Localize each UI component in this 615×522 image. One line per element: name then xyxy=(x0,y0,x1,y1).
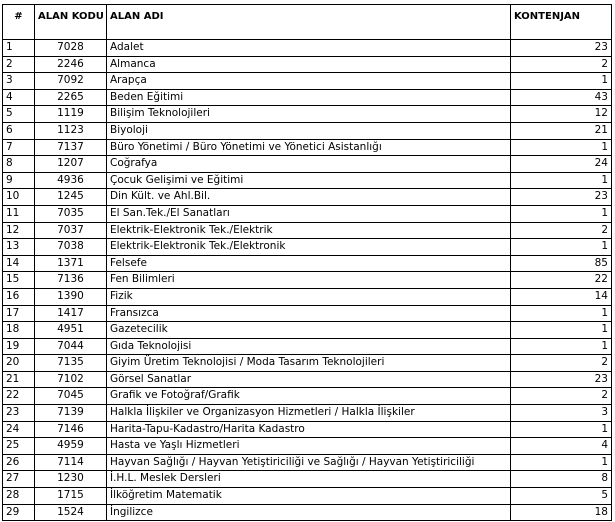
field-code-cell: 7037 xyxy=(35,222,107,239)
table-row xyxy=(3,205,612,222)
table-row xyxy=(3,106,612,123)
field-name-cell: Harita-Tapu-Kadastro/Harita Kadastro xyxy=(107,421,511,438)
quota-cell: 5 xyxy=(511,488,612,505)
quota-cell: 1 xyxy=(511,322,612,339)
field-code-cell: 1245 xyxy=(35,189,107,206)
field-code-cell: 1119 xyxy=(35,106,107,123)
field-name-cell: Fen Bilimleri xyxy=(107,272,511,289)
field-name-cell: İ.H.L. Meslek Dersleri xyxy=(107,471,511,488)
field-name-cell: Beden Eğitimi xyxy=(107,89,511,106)
quota-cell: 1 xyxy=(511,338,612,355)
row-number-cell: 4 xyxy=(3,89,35,106)
table-row xyxy=(3,371,612,388)
quota-cell: 23 xyxy=(511,40,612,57)
header-quota: KONTENJAN xyxy=(511,5,612,40)
quota-cell: 2 xyxy=(511,355,612,372)
field-name-cell: Grafik ve Fotoğraf/Grafik xyxy=(107,388,511,405)
field-code-cell: 7028 xyxy=(35,40,107,57)
table-row xyxy=(3,488,612,505)
field-name-cell: Görsel Sanatlar xyxy=(107,371,511,388)
table-row xyxy=(3,504,612,521)
field-name-cell: Biyoloji xyxy=(107,122,511,139)
table-row xyxy=(3,56,612,73)
header-name: ALAN ADI xyxy=(107,5,511,40)
quota-cell: 1 xyxy=(511,305,612,322)
field-name-cell: Halkla İlişkiler ve Organizasyon Hizmetleri / Halkla İlişkiler xyxy=(107,405,511,422)
field-code-cell: 1390 xyxy=(35,288,107,305)
field-name-cell: Adalet xyxy=(107,40,511,57)
row-number-cell: 1 xyxy=(3,40,35,57)
row-number-cell: 17 xyxy=(3,305,35,322)
row-number-cell: 19 xyxy=(3,338,35,355)
quota-cell: 85 xyxy=(511,255,612,272)
field-code-cell: 1230 xyxy=(35,471,107,488)
quota-cell: 18 xyxy=(511,504,612,521)
table-row xyxy=(3,454,612,471)
quota-cell: 1 xyxy=(511,239,612,256)
field-name-cell: El San.Tek./El Sanatları xyxy=(107,205,511,222)
field-name-cell: Hayvan Sağlığı / Hayvan Yetiştiriciliği ve Sağlığı / Hayvan Yetiştiriciliği xyxy=(107,454,511,471)
table-row xyxy=(3,239,612,256)
field-code-cell: 7136 xyxy=(35,272,107,289)
field-name-cell: Bilişim Teknolojileri xyxy=(107,106,511,123)
field-code-cell: 7135 xyxy=(35,355,107,372)
table-row xyxy=(3,272,612,289)
row-number-cell: 23 xyxy=(3,405,35,422)
field-code-cell: 7038 xyxy=(35,239,107,256)
field-name-cell: Giyim Üretim Teknolojisi / Moda Tasarım Teknolojileri xyxy=(107,355,511,372)
field-name-cell: Büro Yönetimi / Büro Yönetimi ve Yönetici Asistanlığı xyxy=(107,139,511,156)
quota-cell: 2 xyxy=(511,56,612,73)
field-name-cell: Almanca xyxy=(107,56,511,73)
field-name-cell: İlköğretim Matematik xyxy=(107,488,511,505)
row-number-cell: 7 xyxy=(3,139,35,156)
quota-cell: 43 xyxy=(511,89,612,106)
field-name-cell: Hasta ve Yaşlı Hizmetleri xyxy=(107,438,511,455)
field-name-cell: Çocuk Gelişimi ve Eğitimi xyxy=(107,172,511,189)
field-code-cell: 2246 xyxy=(35,56,107,73)
quota-cell: 1 xyxy=(511,421,612,438)
quota-cell: 4 xyxy=(511,438,612,455)
field-code-cell: 1207 xyxy=(35,156,107,173)
field-name-cell: Fransızca xyxy=(107,305,511,322)
quota-cell: 1 xyxy=(511,172,612,189)
quota-cell: 24 xyxy=(511,156,612,173)
field-name-cell: Elektrik-Elektronik Tek./Elektrik xyxy=(107,222,511,239)
field-code-cell: 7045 xyxy=(35,388,107,405)
field-name-cell: Coğrafya xyxy=(107,156,511,173)
quota-cell: 23 xyxy=(511,371,612,388)
field-code-cell: 7044 xyxy=(35,338,107,355)
table-row xyxy=(3,139,612,156)
field-code-cell: 1123 xyxy=(35,122,107,139)
field-name-cell: Gazetecilik xyxy=(107,322,511,339)
quota-cell: 21 xyxy=(511,122,612,139)
field-code-cell: 7139 xyxy=(35,405,107,422)
row-number-cell: 25 xyxy=(3,438,35,455)
row-number-cell: 29 xyxy=(3,504,35,521)
field-code-cell: 7137 xyxy=(35,139,107,156)
quota-cell: 2 xyxy=(511,388,612,405)
row-number-cell: 12 xyxy=(3,222,35,239)
field-code-cell: 2265 xyxy=(35,89,107,106)
row-number-cell: 14 xyxy=(3,255,35,272)
field-code-cell: 4936 xyxy=(35,172,107,189)
row-number-cell: 8 xyxy=(3,156,35,173)
table-body xyxy=(3,40,612,521)
field-name-cell: Elektrik-Elektronik Tek./Elektronik xyxy=(107,239,511,256)
row-number-cell: 3 xyxy=(3,73,35,90)
quota-cell: 23 xyxy=(511,189,612,206)
quota-cell: 14 xyxy=(511,288,612,305)
field-code-cell: 7146 xyxy=(35,421,107,438)
row-number-cell: 18 xyxy=(3,322,35,339)
row-number-cell: 27 xyxy=(3,471,35,488)
table-row xyxy=(3,388,612,405)
table-row xyxy=(3,405,612,422)
row-number-cell: 20 xyxy=(3,355,35,372)
field-code-cell: 1371 xyxy=(35,255,107,272)
row-number-cell: 26 xyxy=(3,454,35,471)
row-number-cell: 15 xyxy=(3,272,35,289)
header-row xyxy=(3,5,612,40)
row-number-cell: 11 xyxy=(3,205,35,222)
quota-cell: 22 xyxy=(511,272,612,289)
table-row xyxy=(3,122,612,139)
quota-cell: 1 xyxy=(511,73,612,90)
header-num: # xyxy=(3,5,35,40)
quota-cell: 2 xyxy=(511,222,612,239)
row-number-cell: 13 xyxy=(3,239,35,256)
field-name-cell: Fizik xyxy=(107,288,511,305)
table-row xyxy=(3,355,612,372)
row-number-cell: 5 xyxy=(3,106,35,123)
quota-cell: 1 xyxy=(511,139,612,156)
quota-cell: 1 xyxy=(511,454,612,471)
field-code-cell: 4959 xyxy=(35,438,107,455)
row-number-cell: 28 xyxy=(3,488,35,505)
table-row xyxy=(3,156,612,173)
table-row xyxy=(3,172,612,189)
quota-cell: 8 xyxy=(511,471,612,488)
row-number-cell: 9 xyxy=(3,172,35,189)
field-name-cell: Felsefe xyxy=(107,255,511,272)
table-row xyxy=(3,322,612,339)
row-number-cell: 2 xyxy=(3,56,35,73)
field-name-cell: Din Kült. ve Ahl.Bil. xyxy=(107,189,511,206)
field-code-cell: 1524 xyxy=(35,504,107,521)
table-row xyxy=(3,338,612,355)
table-row xyxy=(3,89,612,106)
table-row xyxy=(3,189,612,206)
field-name-cell: İngilizce xyxy=(107,504,511,521)
quota-cell: 3 xyxy=(511,405,612,422)
table-row xyxy=(3,40,612,57)
table-row xyxy=(3,222,612,239)
quota-cell: 12 xyxy=(511,106,612,123)
row-number-cell: 21 xyxy=(3,371,35,388)
table-row xyxy=(3,73,612,90)
table-row xyxy=(3,305,612,322)
field-code-cell: 1715 xyxy=(35,488,107,505)
quota-cell: 1 xyxy=(511,205,612,222)
table-row xyxy=(3,255,612,272)
field-code-cell: 7035 xyxy=(35,205,107,222)
header-code: ALAN KODU xyxy=(35,5,107,40)
row-number-cell: 16 xyxy=(3,288,35,305)
table-row xyxy=(3,438,612,455)
table-row xyxy=(3,471,612,488)
table-row xyxy=(3,288,612,305)
field-code-cell: 4951 xyxy=(35,322,107,339)
row-number-cell: 22 xyxy=(3,388,35,405)
field-name-cell: Gıda Teknolojisi xyxy=(107,338,511,355)
table-row xyxy=(3,421,612,438)
field-code-cell: 7102 xyxy=(35,371,107,388)
row-number-cell: 24 xyxy=(3,421,35,438)
row-number-cell: 10 xyxy=(3,189,35,206)
field-code-cell: 7114 xyxy=(35,454,107,471)
row-number-cell: 6 xyxy=(3,122,35,139)
field-code-cell: 7092 xyxy=(35,73,107,90)
quota-table xyxy=(2,4,612,521)
field-code-cell: 1417 xyxy=(35,305,107,322)
field-name-cell: Arapça xyxy=(107,73,511,90)
